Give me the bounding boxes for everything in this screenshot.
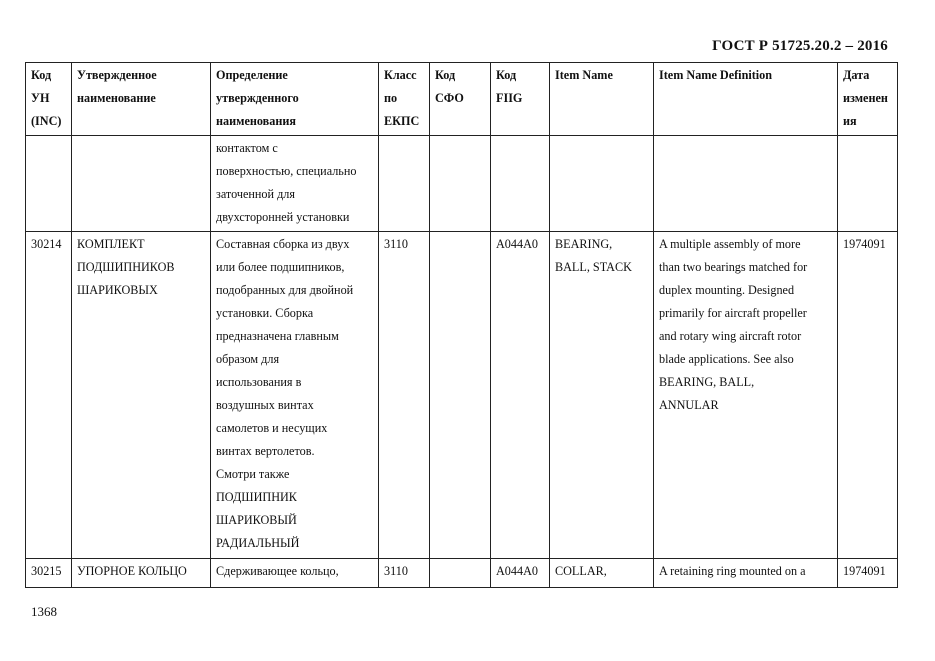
- cell-class: [379, 136, 430, 232]
- cell-item-name: BEARING, BALL, STACK: [550, 232, 654, 559]
- cell-item-name: COLLAR,: [550, 559, 654, 588]
- cell-approved-name: КОМПЛЕКТ ПОДШИПНИКОВ ШАРИКОВЫХ: [72, 232, 211, 559]
- cell-inc: [26, 136, 72, 232]
- cell-date: 1974091: [838, 232, 898, 559]
- cell-fiig: [491, 136, 550, 232]
- cell-item-definition: A retaining ring mounted on a: [654, 559, 838, 588]
- standard-number: ГОСТ Р 51725.20.2 – 2016: [712, 38, 888, 54]
- cell-definition: Составная сборка из двух или более подшипников, подобранных для двойной установки. Сборка предназначена главным образом для использования в воздушных винтах самолетов и несущих винтах вертолетов. Смотри также ПОДШИПНИК ШАРИКОВЫЙ РАДИАЛЬНЫЙ: [211, 232, 379, 559]
- cell-sfo: [430, 559, 491, 588]
- col-header-inc: Код УН (INC): [26, 63, 72, 136]
- col-header-item-name: Item Name: [550, 63, 654, 136]
- cell-inc: 30214: [26, 232, 72, 559]
- cell-definition: Сдерживающее кольцо,: [211, 559, 379, 588]
- cell-fiig: A044A0: [491, 232, 550, 559]
- page-number: 1368: [31, 604, 57, 619]
- cell-sfo: [430, 136, 491, 232]
- cell-date: 1974091: [838, 559, 898, 588]
- cell-approved-name: [72, 136, 211, 232]
- col-header-item-definition: Item Name Definition: [654, 63, 838, 136]
- nomenclature-table: [25, 62, 898, 588]
- table-row: [26, 559, 898, 588]
- cell-fiig: A044A0: [491, 559, 550, 588]
- cell-item-definition: A multiple assembly of more than two bearings matched for duplex mounting. Designed primarily for aircraft propeller and rotary wing aircraft rotor blade applications. See also BEARING, BALL, ANNULAR: [654, 232, 838, 559]
- cell-sfo: [430, 232, 491, 559]
- col-header-fiig: Код FIIG: [491, 63, 550, 136]
- header-row: [26, 63, 898, 136]
- cell-approved-name: УПОРНОЕ КОЛЬЦО: [72, 559, 211, 588]
- cell-class: 3110: [379, 559, 430, 588]
- table-row: [26, 136, 898, 232]
- cell-item-definition: [654, 136, 838, 232]
- col-header-date: Дата изменен ия: [838, 63, 898, 136]
- table-row: [26, 232, 898, 559]
- col-header-approved-name: Утвержденное наименование: [72, 63, 211, 136]
- cell-definition: контактом с поверхностью, специально заточенной для двухсторонней установки: [211, 136, 379, 232]
- col-header-sfo: Код СФО: [430, 63, 491, 136]
- cell-inc: 30215: [26, 559, 72, 588]
- cell-item-name: [550, 136, 654, 232]
- cell-class: 3110: [379, 232, 430, 559]
- cell-date: [838, 136, 898, 232]
- col-header-definition: Определение утвержденного наименования: [211, 63, 379, 136]
- col-header-class: Класс по ЕКПС: [379, 63, 430, 136]
